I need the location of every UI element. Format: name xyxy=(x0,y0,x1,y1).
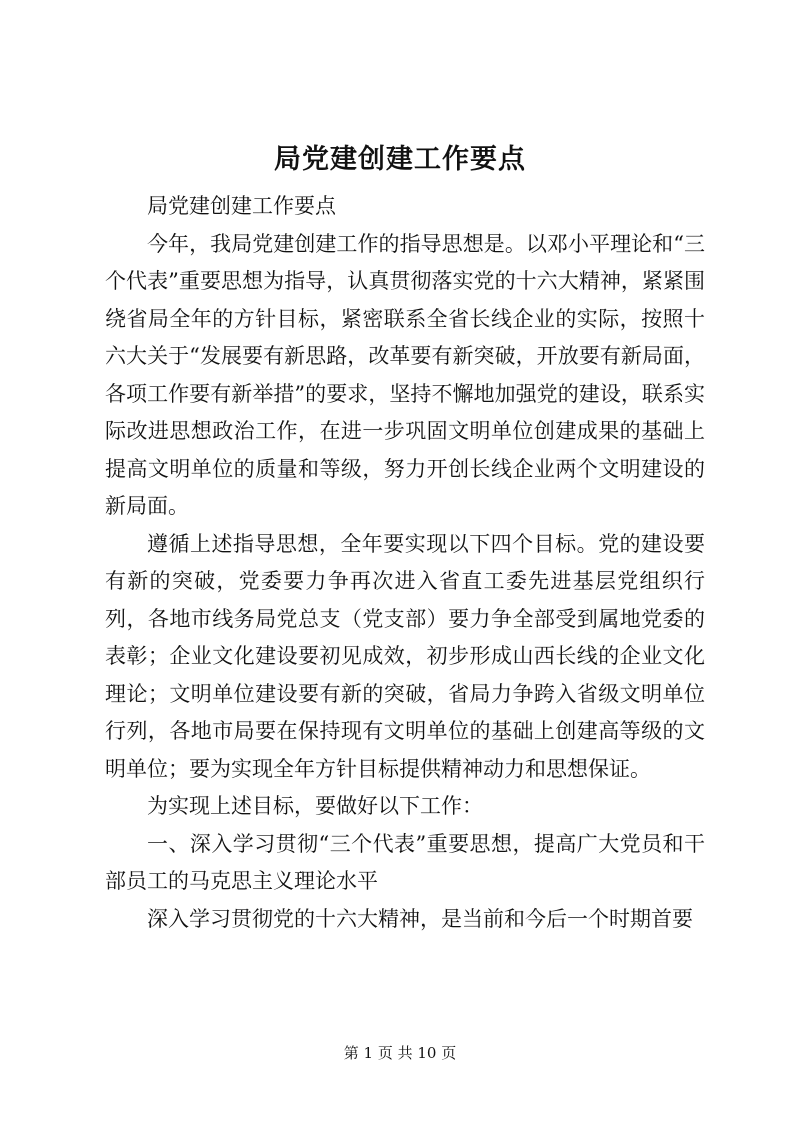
work-intro-paragraph: 为实现上述目标，要做好以下工作： xyxy=(147,794,483,818)
subtitle-paragraph: 局党建创建工作要点 xyxy=(147,194,336,218)
section-heading-1: 一、深入学习贯彻“三个代表”重要思想，提高广大党员和干部员工的马克思主义理论水平 xyxy=(105,831,705,893)
goals-paragraph: 遵循上述指导思想，全年要实现以下四个目标。党的建设要有新的突破，党委要力争再次进入省直工委先进基层党组织行列，各地市线务局党总支（党支部）要力争全部受到属地党委的表彰；企业文化建设要初见成效，初步形成山西长线的企业文化理论；文明单位建设要有新的突破，省局力争跨入省级文明单位行列，各地市局要在保持现有文明单位的基础上创建高等级的文明单位；要为实现全年方针目标提供精神动力和思想保证。 xyxy=(105,531,705,781)
page-number-footer: 第 1 页 共 10 页 xyxy=(343,1044,457,1062)
section-1-paragraph: 深入学习贯彻党的十六大精神，是当前和今后一个时期首要 xyxy=(147,906,693,931)
document-title: 局党建创建工作要点 xyxy=(274,144,526,175)
document-body xyxy=(105,188,705,938)
guiding-thought-paragraph: 今年，我局党建创建工作的指导思想是。以邓小平理论和“三个代表”重要思想为指导，认真贯彻落实党的十六大精神，紧紧围绕省局全年的方针目标，紧密联系全省长线企业的实际，按照十六大关于“发展要有新思路，改革要有新突破，开放要有新局面，各项工作要有新举措”的要求，坚持不懈地加强党的建设，联系实际改进思想政治工作，在进一步巩固文明单位创建成果的基础上提高文明单位的质量和等级，努力开创长线企业两个文明建设的新局面。 xyxy=(105,231,705,518)
